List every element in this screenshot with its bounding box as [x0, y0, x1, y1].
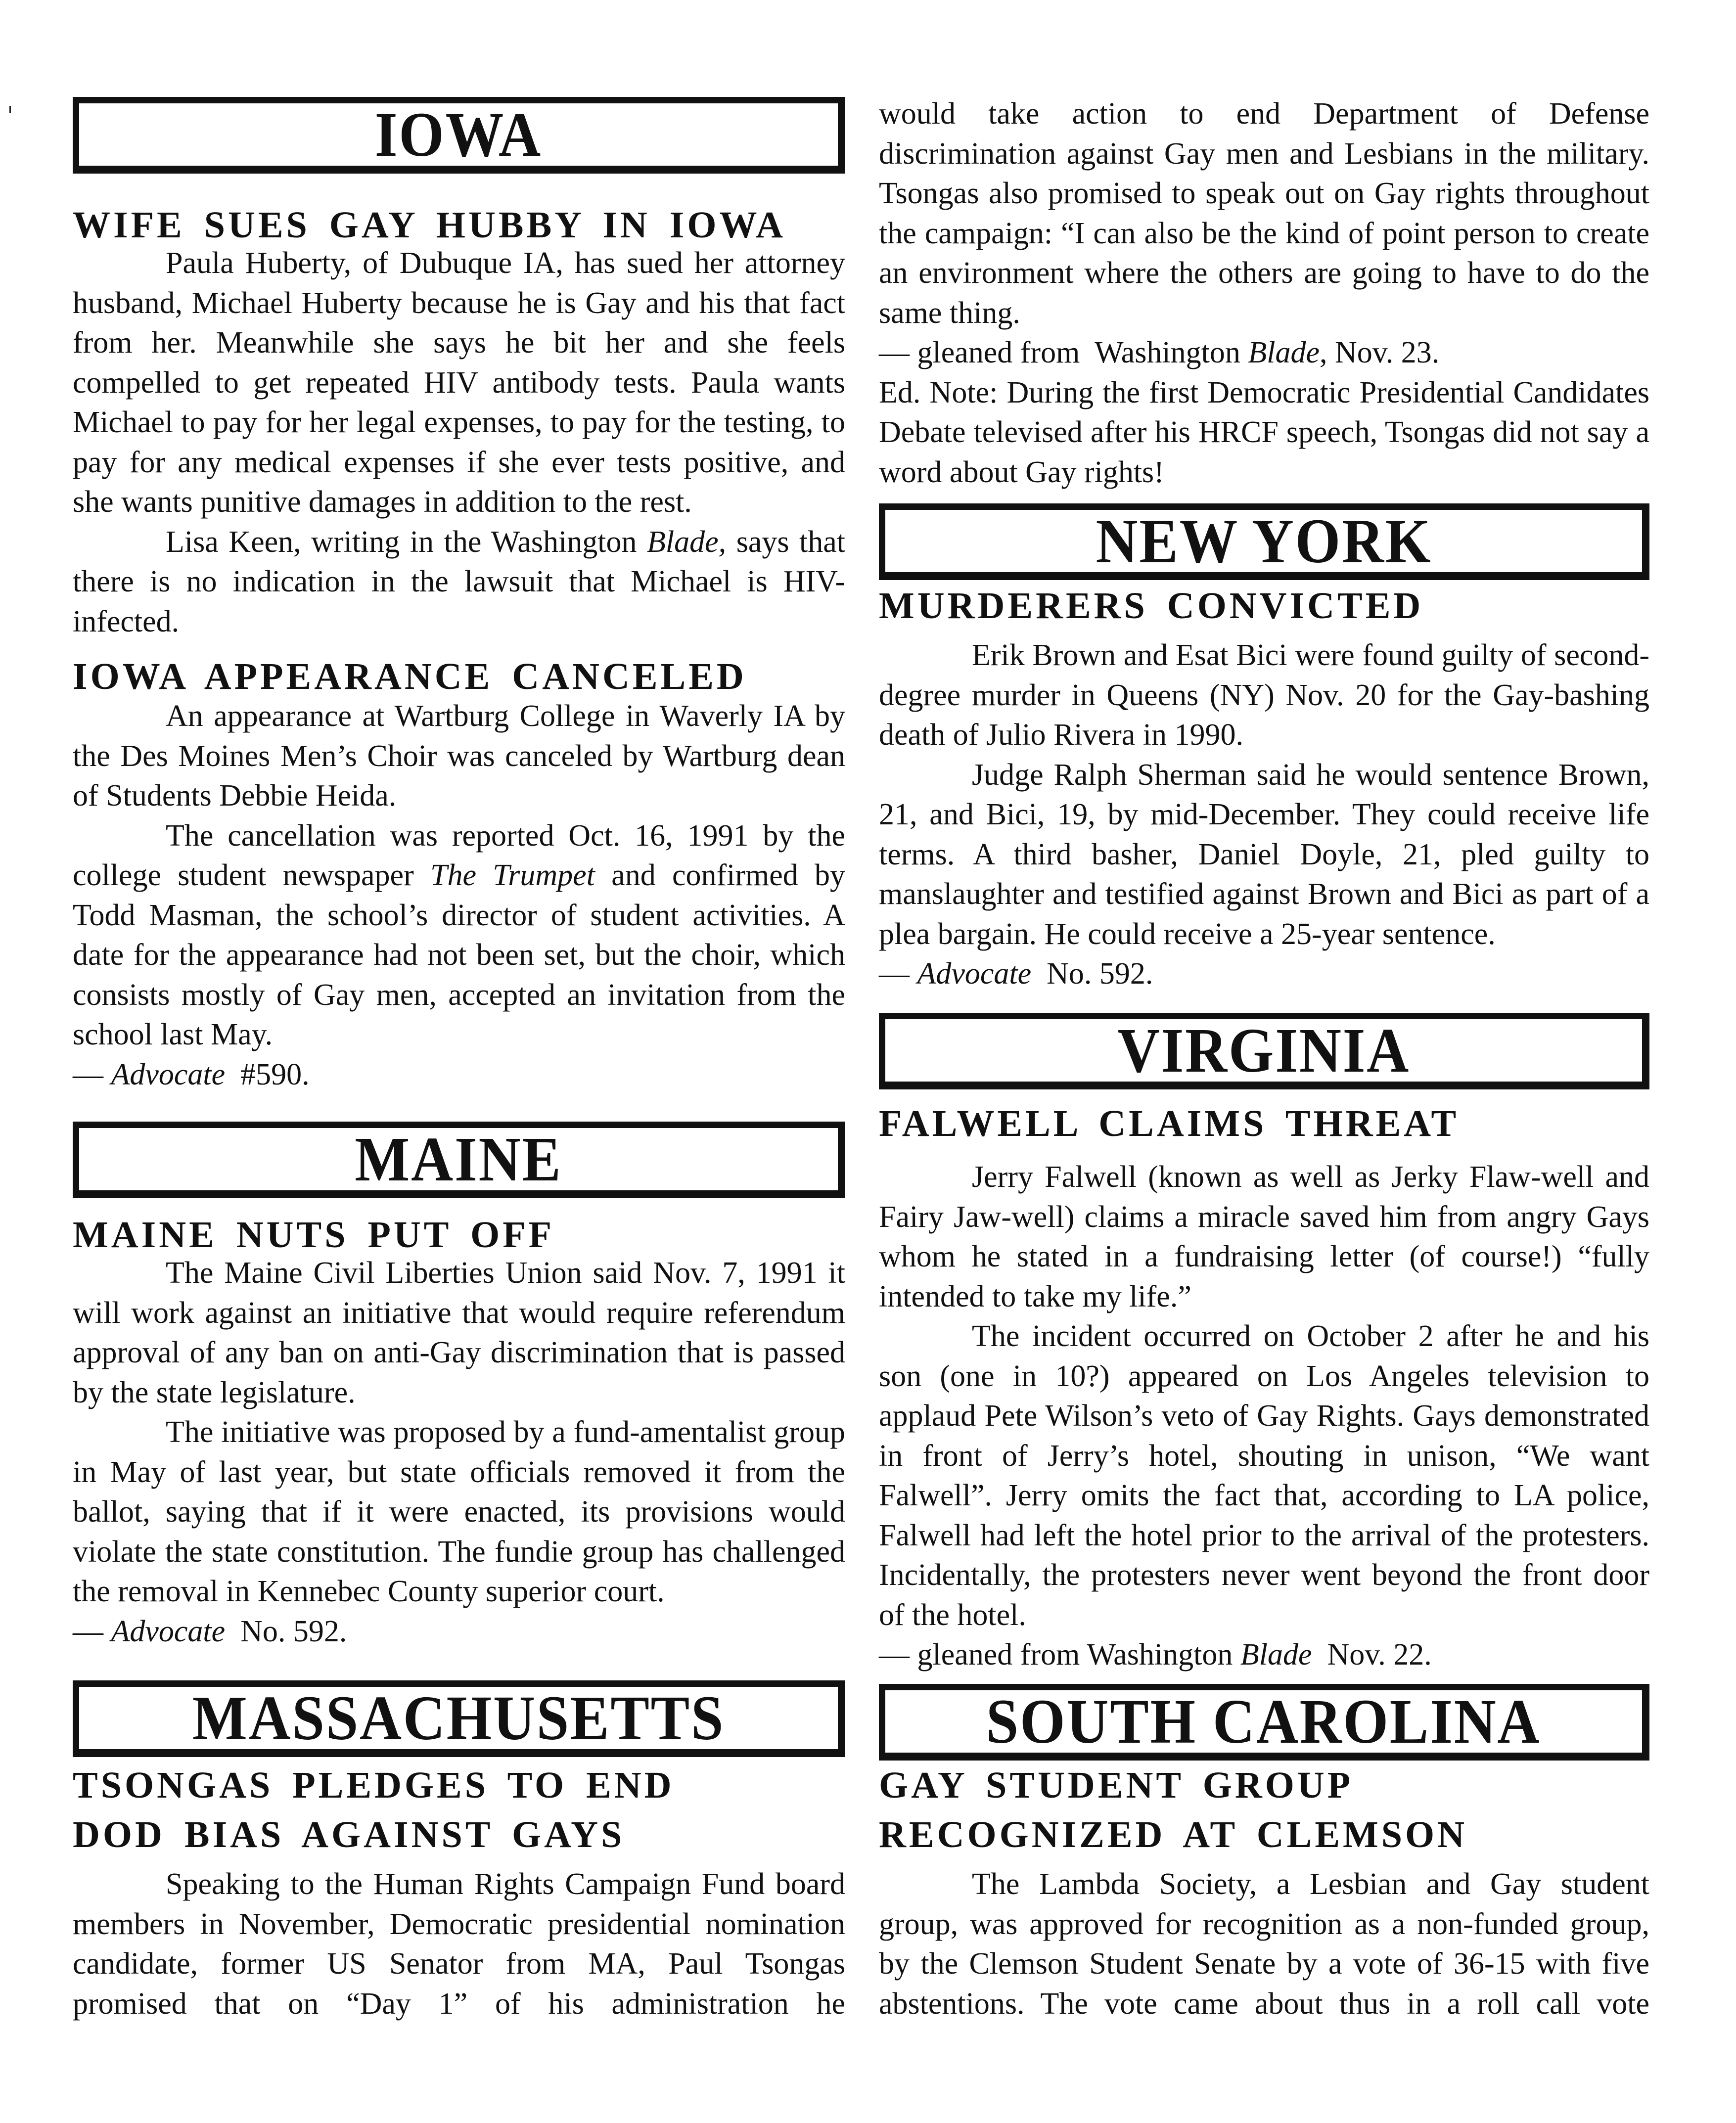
- publication-name: The Trumpet: [430, 858, 595, 892]
- article-iowa-appearance: [73, 696, 845, 1094]
- article-paragraph: The initiative was proposed by a fund-amentalist group in May of last year, but state officials removed it from the ballot, saying that if it were enacted, its provisions would violate the state constitution. The fundie group has challenged the removal in Kennebec County superior court.: [73, 1415, 845, 1608]
- state-title: SOUTH CAROLINA: [986, 1686, 1541, 1757]
- headline-wife-sues: WIFE SUES GAY HUBBY IN IOWA: [73, 204, 786, 246]
- article-virginia: [879, 1157, 1649, 1675]
- article-tsongas: [73, 1864, 845, 2024]
- headline-tsongas-line1: TSONGAS PLEDGES TO END: [73, 1764, 675, 1806]
- state-banner-massachusetts: [73, 1680, 845, 1757]
- article-paragraph: The Lambda Society, a Lesbian and Gay student group, was approved for recognition as a non-funded group, by the Clemson Student Senate by a vote of 36-15 with five abstentions. The vote came about thus in a roll call vote: [879, 1867, 1649, 2021]
- state-banner-virginia: [879, 1013, 1649, 1089]
- date: Nov. 22.: [1312, 1638, 1432, 1671]
- headline-gay-student-line2: RECOGNIZED AT CLEMSON: [879, 1814, 1468, 1855]
- source-credit: [879, 333, 1649, 373]
- dash: —: [73, 1057, 111, 1091]
- issue-number: #590.: [225, 1057, 310, 1091]
- state-title: NEW YORK: [1096, 506, 1432, 576]
- text: Lisa Keen, writing in the Washington: [166, 525, 647, 559]
- text: — gleaned from Washington: [879, 336, 1248, 369]
- article-paragraph: The incident occurred on October 2 after he and his son (one in 10?) appeared on Los Angeles television to applaud Pete Wilson’s veto of Gay Rights. Gays demonstrated in front of Jerry’s hotel, shouting in unison, “We want Falwell”. Jerry omits the fact that, according to LA police, Falwell had left the hotel prior to the arrival of the protesters. Incidentally, the protesters never went beyond the front door of the hotel.: [879, 1319, 1649, 1632]
- text: — gleaned from Washington: [879, 1638, 1240, 1671]
- state-title: VIRGINIA: [1117, 1015, 1410, 1085]
- article-paragraph: The Maine Civil Liberties Union said Nov. 7, 1991 it will work against an initiative that would require referendum approval of any ban on anti-Gay discrimination that is passed by the state legislature.: [73, 1256, 845, 1409]
- publication-name: Blade: [1248, 336, 1320, 369]
- article-paragraph: Judge Ralph Sherman said he would sentence Brown, 21, and Bici, 19, by mid-December. They could receive life terms. A third basher, Daniel Doyle, 21, pled guilty to manslaughter and testified against Brown and Bici as part of a plea bargain. He could receive a 25-year sentence.: [879, 758, 1649, 951]
- article-paragraph: would take action to end Department of Defense discrimination against Gay men and Lesbians in the military. Tsongas also promised to speak out on Gay rights throughout the campaign: “I can also be the kind of point person to create an environment where the others are going to have to do the same thing.: [879, 97, 1649, 330]
- dash: —: [879, 957, 917, 991]
- article-clemson: [879, 1864, 1649, 2024]
- state-title: IOWA: [374, 99, 543, 170]
- source-credit: [879, 1635, 1649, 1675]
- headline-murderers-convicted: MURDERERS CONVICTED: [879, 585, 1424, 627]
- dash: —: [73, 1614, 111, 1648]
- article-paragraph: Paula Huberty, of Dubuque IA, has sued her attorney husband, Michael Huberty because he is Gay and his that fact from her. Meanwhile she says he bit her and she feels compelled to get repeated HIV antibody tests. Paula wants Michael to pay for her legal expenses, to pay for the testing, to pay for any medical expenses if she ever tests positive, and she wants punitive damages in addition to the rest.: [73, 246, 845, 519]
- state-title: MAINE: [355, 1124, 562, 1194]
- article-paragraph: Erik Brown and Esat Bici were found guilty of second-degree murder in Queens (NY) Nov. 20 for the Gay-bashing death of Julio Rivera in 1990.: [879, 638, 1649, 752]
- article-wife-sues: [73, 243, 845, 641]
- state-banner-new-york: [879, 503, 1649, 580]
- article-new-york: [879, 635, 1649, 994]
- article-paragraph: An appearance at Wartburg College in Waverly IA by the Des Moines Men’s Choir was canceled by Wartburg dean of Students Debbie Heida.: [73, 699, 845, 813]
- date: , Nov. 23.: [1319, 336, 1440, 369]
- editor-note: Ed. Note: During the first Democratic Presidential Candidates Debate televised after his HRCF speech, Tsongas did not say a word about Gay rights!: [879, 375, 1649, 489]
- article-paragraph: [73, 816, 845, 1055]
- issue-number: No. 592.: [1031, 957, 1153, 991]
- issue-number: No. 592.: [225, 1614, 347, 1648]
- text: says that there is no indication in the lawsuit that Michael is HIV-infected.: [73, 525, 846, 638]
- source-credit: [879, 954, 1649, 994]
- publication-name: Blade,: [647, 525, 727, 559]
- scan-artifact: [9, 106, 11, 113]
- article-paragraph: Jerry Falwell (known as well as Jerky Flaw-well and Fairy Jaw-well) claims a miracle saved him from angry Gays whom he stated in a fundraising letter (of course!) “fully intended to take my life.”: [879, 1160, 1649, 1313]
- article-tsongas-continued: [879, 94, 1649, 492]
- source-credit: [73, 1612, 845, 1652]
- publication-name: Advocate: [111, 1614, 226, 1648]
- headline-falwell-claims: FALWELL CLAIMS THREAT: [879, 1103, 1460, 1144]
- headline-iowa-appearance: IOWA APPEARANCE CANCELED: [73, 656, 747, 697]
- state-banner-south-carolina: [879, 1684, 1649, 1761]
- publication-name: Advocate: [111, 1057, 226, 1091]
- headline-tsongas-line2: DOD BIAS AGAINST GAYS: [73, 1814, 625, 1855]
- state-banner-maine: [73, 1122, 845, 1198]
- state-banner-iowa: [73, 97, 845, 174]
- publication-name: Blade: [1240, 1638, 1312, 1671]
- article-maine: [73, 1253, 845, 1651]
- article-paragraph: Speaking to the Human Rights Campaign Fund board members in November, Democratic presidential nomination candidate, former US Senator from MA, Paul Tsongas promised that on “Day 1” of his administration he: [73, 1867, 845, 2021]
- headline-gay-student-line1: GAY STUDENT GROUP: [879, 1764, 1354, 1806]
- text: The cancellation was reported Oct. 16, 1991 by the college student newspaper: [73, 818, 845, 892]
- publication-name: Advocate: [917, 957, 1032, 991]
- source-credit: [73, 1055, 845, 1095]
- headline-maine-nuts: MAINE NUTS PUT OFF: [73, 1214, 555, 1256]
- article-paragraph: [73, 522, 845, 642]
- state-title: MASSACHUSETTS: [192, 1683, 725, 1753]
- text: and confirmed by Todd Masman, the school’s director of student activities. A date for the appearance had not been set, but the choir, which consists mostly of Gay men, accepted an invitation from the school last May.: [73, 858, 845, 1051]
